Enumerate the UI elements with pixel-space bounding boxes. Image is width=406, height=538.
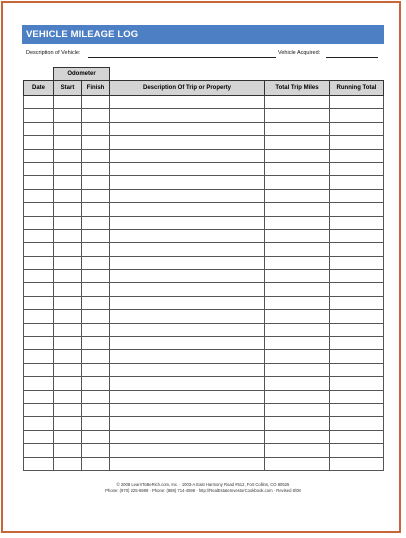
log-cell[interactable] [265,270,330,283]
log-cell[interactable] [54,256,82,269]
log-cell[interactable] [110,136,265,149]
log-cell[interactable] [24,229,54,242]
log-cell[interactable] [54,176,82,189]
log-cell[interactable] [24,350,54,363]
log-cell[interactable] [24,96,54,109]
log-cell[interactable] [110,457,265,470]
log-cell[interactable] [110,323,265,336]
log-cell[interactable] [265,444,330,457]
table-row [24,363,384,376]
log-cell[interactable] [24,310,54,323]
log-cell[interactable] [265,149,330,162]
log-cell[interactable] [82,390,110,403]
log-cell[interactable] [82,430,110,443]
log-cell[interactable] [330,337,384,350]
log-cell[interactable] [54,444,82,457]
log-cell[interactable] [82,310,110,323]
table-row [24,296,384,309]
log-cell[interactable] [110,390,265,403]
log-cell[interactable] [24,444,54,457]
log-cell[interactable] [82,256,110,269]
log-cell[interactable] [24,430,54,443]
log-cell[interactable] [265,176,330,189]
log-cell[interactable] [330,256,384,269]
log-cell[interactable] [110,350,265,363]
log-cell[interactable] [82,377,110,390]
log-cell[interactable] [82,243,110,256]
log-cell[interactable] [110,430,265,443]
log-cell[interactable] [330,350,384,363]
column-header-start: Start [54,81,82,96]
log-cell[interactable] [54,350,82,363]
log-cell[interactable] [54,283,82,296]
log-cell[interactable] [54,337,82,350]
log-cell[interactable] [265,403,330,416]
table-row [24,323,384,336]
log-cell[interactable] [82,176,110,189]
log-cell[interactable] [24,256,54,269]
log-cell[interactable] [265,337,330,350]
log-cell[interactable] [24,390,54,403]
log-cell[interactable] [24,203,54,216]
log-cell[interactable] [24,377,54,390]
log-cell[interactable] [265,216,330,229]
log-cell[interactable] [82,96,110,109]
log-cell[interactable] [24,403,54,416]
vehicle-description-field[interactable] [88,57,276,58]
table-row [24,377,384,390]
log-cell[interactable] [110,403,265,416]
column-header-date: Date [24,81,54,96]
log-cell[interactable] [54,377,82,390]
log-cell[interactable] [265,136,330,149]
log-cell[interactable] [110,270,265,283]
table-row [24,162,384,175]
log-cell[interactable] [265,296,330,309]
log-cell[interactable] [330,203,384,216]
log-cell[interactable] [54,189,82,202]
log-cell[interactable] [82,149,110,162]
table-row [24,243,384,256]
log-cell[interactable] [330,243,384,256]
log-cell[interactable] [265,162,330,175]
log-cell[interactable] [265,283,330,296]
table-row [24,390,384,403]
log-cell[interactable] [265,377,330,390]
log-cell[interactable] [330,403,384,416]
log-cell[interactable] [110,243,265,256]
log-cell[interactable] [54,270,82,283]
log-cell[interactable] [24,136,54,149]
log-cell[interactable] [82,162,110,175]
log-cell[interactable] [110,283,265,296]
log-cell[interactable] [24,296,54,309]
table-header-row [24,81,384,96]
table-row [24,444,384,457]
log-cell[interactable] [54,149,82,162]
table-row [24,270,384,283]
log-cell[interactable] [110,176,265,189]
log-cell[interactable] [110,149,265,162]
log-cell[interactable] [54,122,82,135]
log-cell[interactable] [24,109,54,122]
odometer-header: Odometer [53,67,110,80]
log-cell[interactable] [24,162,54,175]
log-cell[interactable] [82,350,110,363]
log-cell[interactable] [110,417,265,430]
log-cell[interactable] [110,203,265,216]
log-cell[interactable] [330,417,384,430]
log-cell[interactable] [110,377,265,390]
log-cell[interactable] [54,363,82,376]
log-cell[interactable] [330,270,384,283]
footer-line-2: Phone: (970) 225-6989 · Phone: (888) 714-4598 · http://RealEstateInvestorCookbook.com · Revised 8/08 [105,488,301,493]
log-cell[interactable] [82,109,110,122]
log-cell[interactable] [82,323,110,336]
log-cell[interactable] [265,390,330,403]
table-row [24,256,384,269]
table-row [24,403,384,416]
log-cell[interactable] [82,216,110,229]
log-cell[interactable] [330,283,384,296]
log-cell[interactable] [54,243,82,256]
log-cell[interactable] [330,310,384,323]
log-cell[interactable] [54,390,82,403]
log-cell[interactable] [110,444,265,457]
column-header-finish: Finish [82,81,110,96]
log-cell[interactable] [54,417,82,430]
log-cell[interactable] [330,296,384,309]
log-cell[interactable] [110,122,265,135]
log-cell[interactable] [265,310,330,323]
log-cell[interactable] [82,296,110,309]
log-cell[interactable] [82,403,110,416]
log-cell[interactable] [110,363,265,376]
log-cell[interactable] [82,417,110,430]
table-body [24,96,384,471]
table-row [24,337,384,350]
log-cell[interactable] [110,296,265,309]
log-cell[interactable] [265,417,330,430]
log-cell[interactable] [54,162,82,175]
log-cell[interactable] [110,229,265,242]
log-cell[interactable] [82,122,110,135]
log-cell[interactable] [24,417,54,430]
log-cell[interactable] [330,457,384,470]
log-cell[interactable] [82,444,110,457]
column-header-trip-miles: Total Trip Miles [265,81,330,96]
log-cell[interactable] [265,350,330,363]
log-cell[interactable] [330,216,384,229]
log-cell[interactable] [265,122,330,135]
log-cell[interactable] [82,270,110,283]
table-row [24,310,384,323]
vehicle-acquired-label: Vehicle Acquired: [278,50,321,56]
table-row [24,149,384,162]
log-cell[interactable] [330,377,384,390]
table-row [24,417,384,430]
log-cell[interactable] [24,337,54,350]
log-cell[interactable] [24,457,54,470]
log-cell[interactable] [330,162,384,175]
log-cell[interactable] [265,243,330,256]
log-cell[interactable] [54,323,82,336]
log-cell[interactable] [330,149,384,162]
log-cell[interactable] [330,189,384,202]
log-cell[interactable] [265,363,330,376]
table-row [24,176,384,189]
mileage-table [23,80,384,471]
table-row [24,283,384,296]
table-row [24,203,384,216]
log-cell[interactable] [265,96,330,109]
log-cell[interactable] [265,457,330,470]
log-cell[interactable] [24,270,54,283]
vehicle-description-label: Description of Vehicle: [26,50,81,56]
log-cell[interactable] [54,457,82,470]
log-cell[interactable] [110,256,265,269]
log-cell[interactable] [24,149,54,162]
log-cell[interactable] [54,216,82,229]
log-cell[interactable] [24,216,54,229]
log-cell[interactable] [82,229,110,242]
log-cell[interactable] [330,323,384,336]
log-cell[interactable] [54,136,82,149]
log-cell[interactable] [330,229,384,242]
log-cell[interactable] [110,216,265,229]
log-cell[interactable] [82,457,110,470]
log-cell[interactable] [110,310,265,323]
log-cell[interactable] [330,363,384,376]
log-cell[interactable] [110,337,265,350]
table-row [24,96,384,109]
log-cell[interactable] [82,136,110,149]
log-cell[interactable] [265,189,330,202]
log-cell[interactable] [82,363,110,376]
table-row [24,189,384,202]
log-cell[interactable] [54,96,82,109]
table-row [24,216,384,229]
log-cell[interactable] [24,363,54,376]
footer-line-1: © 2008 LearnToBeRich.com, Inc. · 1003-A East Harmony Road #512, Fort Collins, CO 80525 [116,482,290,487]
log-cell[interactable] [54,109,82,122]
log-cell[interactable] [82,189,110,202]
log-cell[interactable] [24,122,54,135]
log-cell[interactable] [265,430,330,443]
table-row [24,109,384,122]
table-row [24,457,384,470]
log-cell[interactable] [54,310,82,323]
vehicle-info-row [26,50,382,62]
log-cell[interactable] [330,444,384,457]
log-cell[interactable] [54,229,82,242]
log-cell[interactable] [110,189,265,202]
log-cell[interactable] [330,430,384,443]
log-cell[interactable] [110,109,265,122]
table-row [24,136,384,149]
form-title: VEHICLE MILEAGE LOG [22,25,384,44]
table-row [24,350,384,363]
footer [20,482,386,494]
log-cell[interactable] [24,323,54,336]
log-cell[interactable] [330,122,384,135]
log-cell[interactable] [54,430,82,443]
table-row [24,430,384,443]
vehicle-acquired-field[interactable] [326,57,378,58]
log-cell[interactable] [24,283,54,296]
table-row [24,122,384,135]
log-cell[interactable] [54,296,82,309]
log-cell[interactable] [54,203,82,216]
log-cell[interactable] [330,96,384,109]
log-cell[interactable] [24,176,54,189]
log-cell[interactable] [110,162,265,175]
log-cell[interactable] [82,283,110,296]
log-cell[interactable] [265,256,330,269]
table-row [24,229,384,242]
log-cell[interactable] [265,323,330,336]
column-header-running-total: Running Total [330,81,384,96]
log-cell[interactable] [110,96,265,109]
log-cell[interactable] [265,109,330,122]
log-cell[interactable] [24,243,54,256]
log-cell[interactable] [82,203,110,216]
log-cell[interactable] [330,390,384,403]
log-cell[interactable] [265,203,330,216]
log-cell[interactable] [330,109,384,122]
log-cell[interactable] [265,229,330,242]
log-cell[interactable] [24,189,54,202]
log-cell[interactable] [82,337,110,350]
column-header-description: Description Of Trip or Property [110,81,265,96]
log-cell[interactable] [330,136,384,149]
log-cell[interactable] [330,176,384,189]
log-cell[interactable] [54,403,82,416]
